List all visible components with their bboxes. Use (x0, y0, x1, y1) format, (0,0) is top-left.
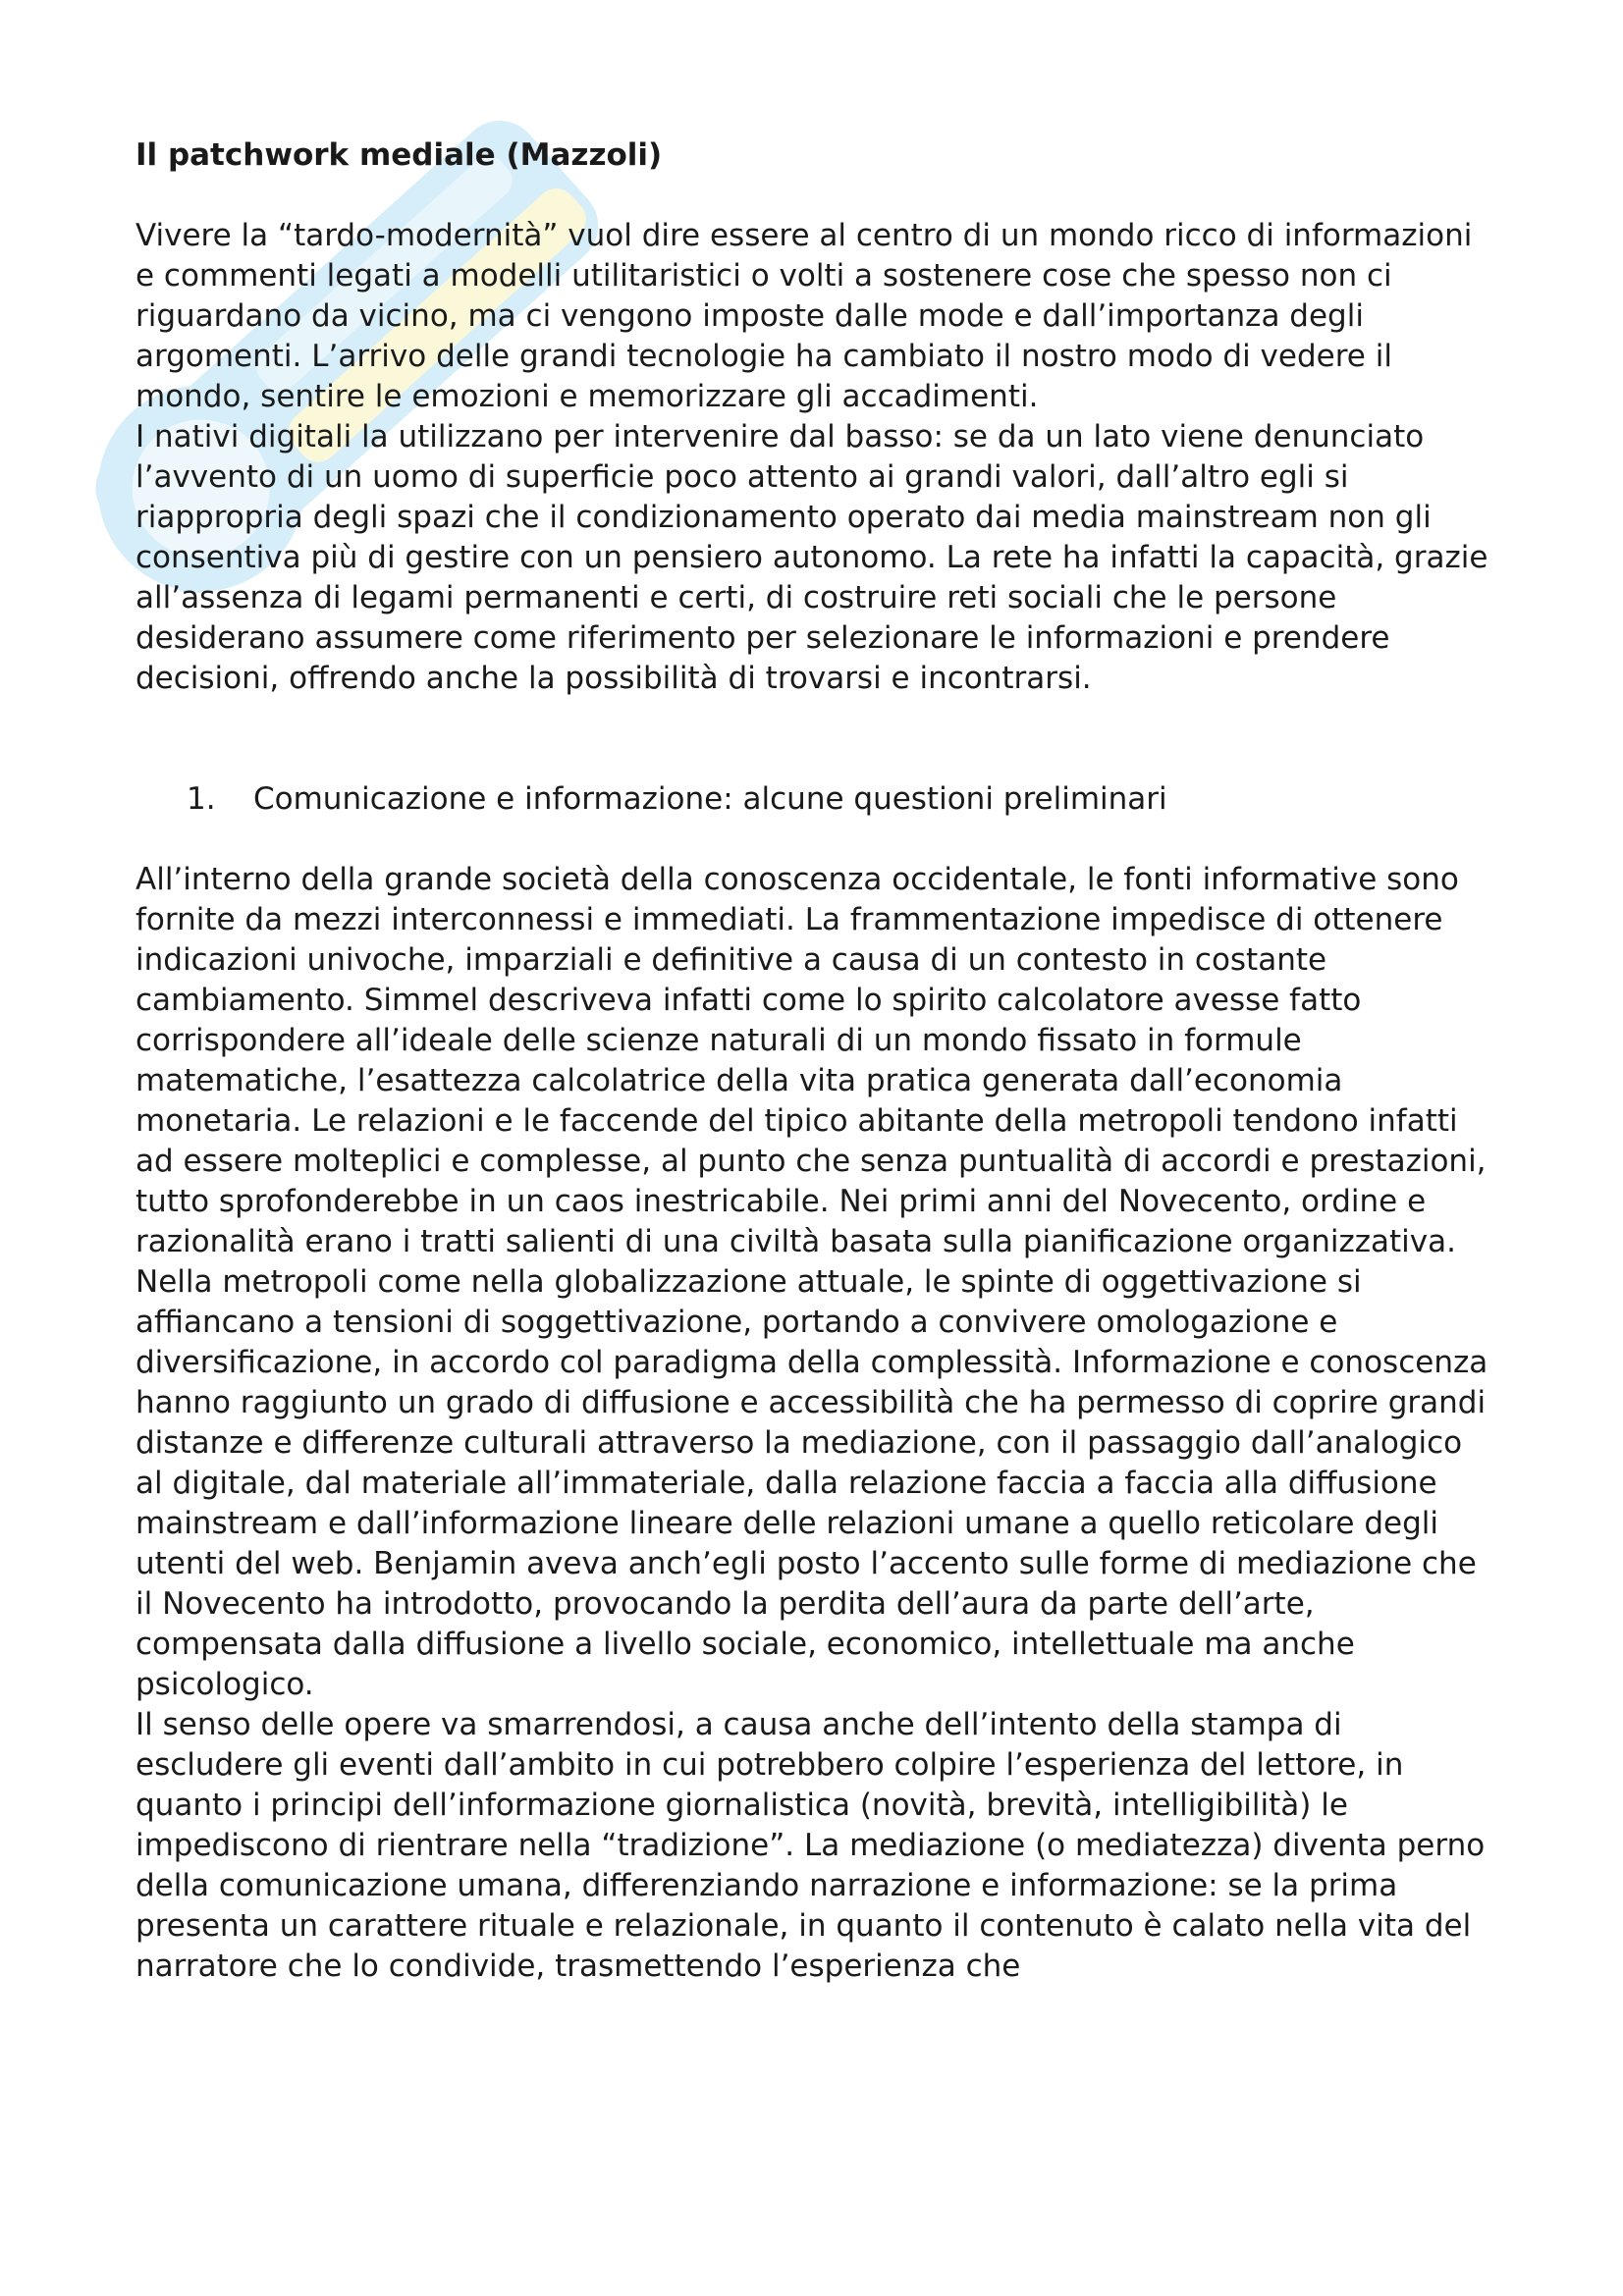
section-1-paragraph-2: Nella metropoli come nella globalizzazione attuale, le spinte di oggettivazione si affiancano a tensioni di soggettivazione, portando a convivere omologazione e diversificazione, in accordo col paradigma della complessità. Informazione e conoscenza hanno raggiunto un grado di diffusione e accessibilità che ha permesso di coprire grandi distanze e differenze culturali attraverso la mediazione, con il passaggio dall’analogico al digitale, dal materiale all’immateriale, dalla relazione faccia a faccia alla diffusione mainstream e dall’informazione lineare delle relazioni umane a quello reticolare degli utenti del web. Benjamin aveva anch’egli posto l’accento sulle forme di mediazione che il Novecento ha introdotto, provocando la perdita dell’aura da parte dell’arte, compensata dalla diffusione a livello sociale, economico, intellettuale ma anche psicologico. (135, 1264, 1488, 1702)
document-body (135, 135, 1490, 1987)
spacer (135, 699, 1490, 779)
document-title: Il patchwork mediale (Mazzoli) (135, 137, 663, 173)
section-1-paragraph-1: All’interno della grande società della conoscenza occidentale, le fonti informative sono fornite da mezzi interconnessi e immediati. La frammentazione impedisce di ottenere indicazioni univoche, imparziali e definitive a causa di un contesto in costante cambiamento. Simmel descriveva infatti come lo spirito calcolatore avesse fatto corrispondere all’ideale delle scienze naturali di un mondo fissato in formule matematiche, l’esattezza calcolatrice della vita pratica generata dall’economia monetaria. Le relazioni e le faccende del tipico abitante della metropoli tendono infatti ad essere molteplici e complesse, al punto che senza puntualità di accordi e prestazioni, tutto sprofonderebbe in un caos inestricabile. Nei primi anni del Novecento, ordine e razionalità erano i tratti salienti di una civiltà basata sulla pianificazione organizzativa. (135, 862, 1487, 1259)
intro-paragraph-1: Vivere la “tardo-modernità” vuol dire essere al centro di un mondo ricco di informazioni e commenti legati a modelli utilitaristici o volti a sostenere cose che spesso non ci riguardano da vicino, ma ci vengono imposte dalle mode e dall’importanza degli argomenti. L’arrivo delle grandi tecnologie ha cambiato il nostro modo di vedere il mondo, sentire le emozioni e memorizzare gli accadimenti. (135, 218, 1473, 414)
section-1-paragraph-3: Il senso delle opere va smarrendosi, a causa anche dell’intento della stampa di escludere gli eventi dall’ambito in cui potrebbero colpire l’esperienza del lettore, in quanto i principi dell’informazione giornalistica (novità, brevità, intelligibilità) le impediscono di rientrare nella “tradizione”. La mediazione (o mediatezza) diventa perno della comunicazione umana, differenziando narrazione e informazione: se la prima presenta un carattere rituale e relazionale, in quanto il contenuto è calato nella vita del narratore che lo condivide, trasmettendo l’esperienza che (135, 1707, 1486, 1984)
section-1-heading-text: Comunicazione e informazione: alcune questioni preliminari (253, 781, 1167, 817)
spacer (135, 820, 1490, 860)
intro-paragraph-2: I nativi digitali la utilizzano per intervenire dal basso: se da un lato viene denunciato l’avvento di un uomo di superficie poco attento ai grandi valori, dall’altro egli si riappropria degli spazi che il condizionamento operato dai media mainstream non gli consentiva più di gestire con un pensiero autonomo. La rete ha infatti la capacità, grazie all’assenza di legami permanenti e certi, di costruire reti sociali che le persone desiderano assumere come riferimento per selezionare le informazioni e prendere decisioni, offrendo anche la possibilità di trovarsi e incontrarsi. (135, 419, 1488, 696)
section-1-number: 1. (187, 781, 216, 817)
section-1-heading (135, 779, 1490, 820)
